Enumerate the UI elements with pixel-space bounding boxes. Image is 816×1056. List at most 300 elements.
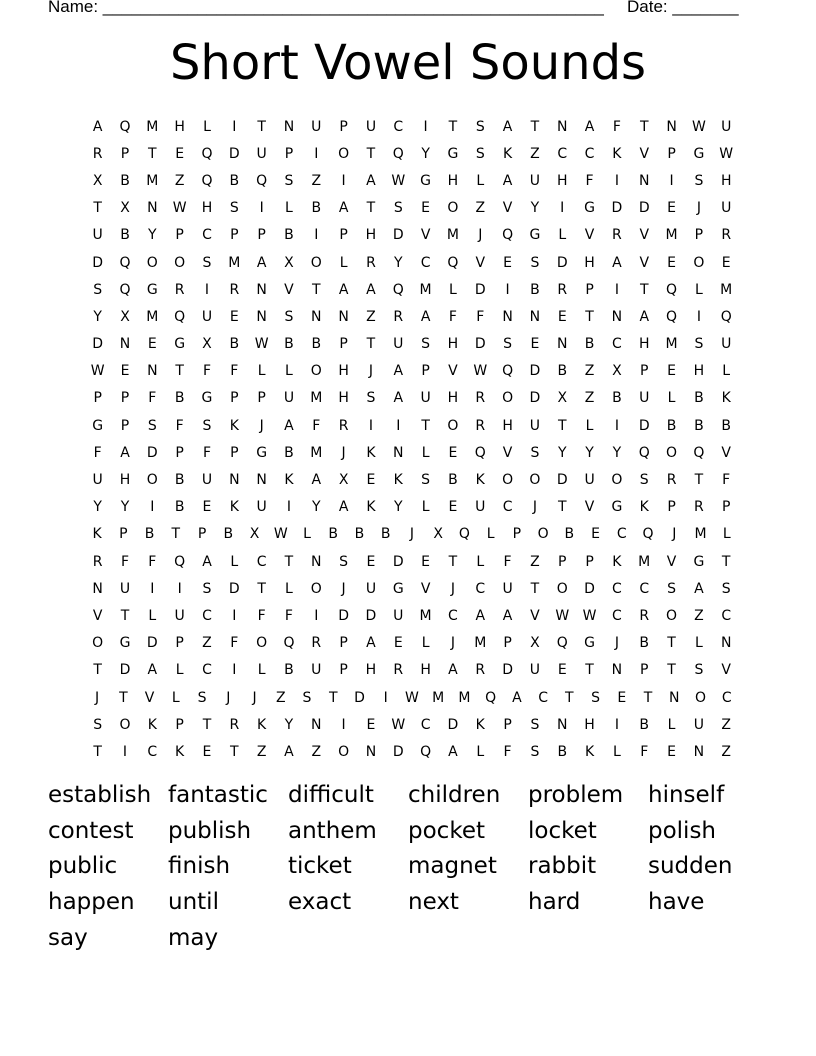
grid-letter: T bbox=[175, 363, 184, 380]
grid-letter: D bbox=[584, 580, 595, 597]
grid-letter: J bbox=[226, 689, 231, 706]
grid-letter: K bbox=[475, 472, 485, 489]
grid-letter: S bbox=[530, 716, 540, 733]
grid-letter: G bbox=[584, 200, 595, 217]
grid-letter: I bbox=[368, 417, 374, 434]
grid-letter: F bbox=[230, 635, 239, 652]
grid-letter: A bbox=[338, 281, 349, 298]
grid-letter: S bbox=[530, 743, 540, 760]
grid-letter: K bbox=[639, 499, 649, 516]
grid-letter: A bbox=[502, 172, 513, 189]
grid-letter: G bbox=[693, 145, 705, 162]
grid-letter: M bbox=[638, 553, 651, 570]
grid-letter: V bbox=[584, 499, 595, 516]
grid-letter: T bbox=[639, 118, 649, 135]
grid-letter: H bbox=[338, 390, 349, 407]
grid-letter: W bbox=[391, 716, 406, 733]
grid-letter: A bbox=[448, 743, 458, 760]
grid-letter: Q bbox=[474, 444, 486, 461]
grid-letter: I bbox=[177, 580, 182, 597]
grid-letter: M bbox=[146, 308, 159, 325]
grid-letter: E bbox=[667, 363, 676, 380]
grid-letter: D bbox=[365, 607, 377, 624]
grid-letter: C bbox=[612, 607, 622, 624]
grid-letter: J bbox=[341, 580, 346, 597]
grid-letter: H bbox=[365, 227, 377, 244]
grid-letter: P bbox=[119, 526, 128, 543]
grid-row bbox=[84, 303, 740, 330]
word-bank-item: establish bbox=[48, 782, 152, 808]
grid-letter: D bbox=[338, 607, 349, 624]
grid-letter: N bbox=[529, 308, 541, 325]
grid-letter: B bbox=[229, 172, 240, 189]
grid-letter: Y bbox=[393, 254, 403, 271]
grid-letter: L bbox=[449, 281, 457, 298]
word-bank-item: sudden bbox=[648, 853, 733, 880]
grid-letter: D bbox=[92, 254, 104, 271]
grid-letter: E bbox=[366, 553, 376, 570]
grid-letter: U bbox=[502, 580, 513, 597]
grid-letter: B bbox=[721, 417, 732, 434]
grid-letter: E bbox=[448, 444, 458, 461]
grid-letter: K bbox=[502, 145, 513, 162]
grid-letter: T bbox=[565, 689, 574, 706]
grid-letter: C bbox=[721, 607, 732, 624]
grid-letter: S bbox=[694, 172, 704, 189]
grid-letter: L bbox=[667, 390, 676, 407]
grid-letter: E bbox=[120, 363, 130, 380]
grid-letter: O bbox=[694, 689, 707, 706]
grid-letter: C bbox=[721, 689, 732, 706]
grid-letter: Z bbox=[366, 308, 376, 325]
grid-letter: N bbox=[365, 743, 377, 760]
grid-letter: R bbox=[694, 499, 704, 516]
grid-letter: U bbox=[639, 390, 650, 407]
grid-letter: F bbox=[476, 308, 485, 325]
grid-letter: N bbox=[393, 444, 404, 461]
grid-letter: Q bbox=[201, 145, 213, 162]
grid-letter: T bbox=[530, 118, 540, 135]
grid-letter: U bbox=[92, 472, 103, 489]
word-bank-item: difficult bbox=[288, 782, 374, 808]
grid-letter: Q bbox=[119, 254, 131, 271]
grid-letter: D bbox=[556, 472, 568, 489]
grid-letter: N bbox=[638, 172, 650, 189]
grid-letter: S bbox=[393, 200, 403, 217]
grid-row bbox=[84, 738, 740, 765]
grid-letter: L bbox=[476, 172, 485, 189]
grid-letter: A bbox=[366, 281, 376, 298]
grid-letter: F bbox=[148, 390, 157, 407]
grid-letter: A bbox=[284, 743, 294, 760]
grid-letter: K bbox=[284, 472, 294, 489]
grid-letter: L bbox=[303, 526, 311, 543]
grid-letter: P bbox=[257, 227, 266, 244]
grid-letter: P bbox=[93, 390, 102, 407]
grid-letter: T bbox=[667, 635, 676, 652]
grid-letter: I bbox=[232, 662, 237, 679]
grid-letter: P bbox=[339, 662, 348, 679]
grid-letter: S bbox=[475, 145, 485, 162]
grid-letter: A bbox=[366, 172, 376, 189]
grid-letter: O bbox=[447, 417, 459, 434]
word-bank-item: rabbit bbox=[528, 853, 597, 880]
grid-letter: N bbox=[557, 716, 568, 733]
grid-letter: O bbox=[146, 254, 158, 271]
grid-letter: L bbox=[257, 662, 266, 679]
grid-letter: U bbox=[311, 662, 322, 679]
grid-letter: P bbox=[640, 662, 649, 679]
grid-letter: D bbox=[447, 716, 459, 733]
grid-letter: H bbox=[638, 336, 650, 353]
grid-letter: X bbox=[120, 308, 130, 325]
grid-letter: N bbox=[229, 472, 240, 489]
grid-letter: J bbox=[341, 444, 346, 461]
grid-letter: N bbox=[283, 118, 295, 135]
grid-letter: G bbox=[256, 444, 268, 461]
grid-letter: K bbox=[257, 716, 267, 733]
grid-letter: U bbox=[393, 336, 404, 353]
grid-row bbox=[84, 657, 740, 684]
grid-letter: P bbox=[120, 390, 130, 407]
grid-letter: P bbox=[667, 499, 676, 516]
grid-letter: Q bbox=[638, 444, 650, 461]
grid-letter: V bbox=[721, 444, 731, 461]
grid-letter: E bbox=[667, 743, 676, 760]
grid-letter: A bbox=[202, 553, 212, 570]
grid-letter: Q bbox=[392, 145, 404, 162]
grid-letter: H bbox=[119, 472, 131, 489]
grid-letter: D bbox=[529, 390, 541, 407]
grid-letter: B bbox=[311, 336, 322, 353]
grid-letter: A bbox=[694, 580, 704, 597]
grid-letter: J bbox=[478, 227, 483, 244]
grid-letter: G bbox=[201, 390, 213, 407]
grid-letter: R bbox=[666, 472, 677, 489]
grid-letter: S bbox=[694, 336, 704, 353]
grid-letter: E bbox=[448, 499, 458, 516]
grid-letter: F bbox=[612, 118, 621, 135]
grid-letter: R bbox=[612, 227, 622, 244]
grid-letter: E bbox=[366, 472, 376, 489]
grid-letter: R bbox=[557, 281, 568, 298]
word-bank-item: contest bbox=[48, 817, 134, 844]
grid-letter: B bbox=[284, 444, 294, 461]
grid-letter: K bbox=[366, 499, 376, 516]
grid-letter: O bbox=[666, 444, 678, 461]
grid-letter: G bbox=[611, 499, 623, 516]
grid-letter: T bbox=[421, 417, 430, 434]
grid-letter: R bbox=[92, 145, 103, 162]
grid-letter: I bbox=[560, 200, 565, 217]
grid-letter: S bbox=[667, 580, 676, 597]
grid-letter: H bbox=[556, 172, 568, 189]
grid-letter: Q bbox=[119, 281, 131, 298]
word-bank-item: may bbox=[168, 924, 219, 951]
grid-letter: S bbox=[366, 390, 376, 407]
grid-letter: Q bbox=[642, 526, 654, 543]
grid-letter: D bbox=[392, 743, 404, 760]
grid-letter: Q bbox=[447, 254, 459, 271]
grid-letter: X bbox=[612, 363, 622, 380]
grid-letter: E bbox=[202, 499, 212, 516]
grid-letter: S bbox=[475, 118, 485, 135]
grid-letter: R bbox=[92, 553, 103, 570]
grid-letter: L bbox=[285, 580, 293, 597]
grid-letter: P bbox=[230, 444, 239, 461]
grid-letter: C bbox=[616, 526, 627, 543]
grid-letter: O bbox=[338, 145, 350, 162]
grid-letter: V bbox=[502, 444, 513, 461]
grid-letter: S bbox=[302, 689, 312, 706]
grid-letter: B bbox=[120, 172, 130, 189]
grid-letter: N bbox=[92, 580, 103, 597]
grid-letter: Q bbox=[720, 308, 732, 325]
grid-letter: T bbox=[171, 526, 181, 543]
grid-letter: W bbox=[405, 689, 419, 706]
grid-letter: Y bbox=[93, 499, 102, 516]
grid-letter: K bbox=[721, 390, 731, 407]
grid-letter: D bbox=[474, 281, 486, 298]
grid-letter: Q bbox=[458, 526, 470, 543]
grid-letter: A bbox=[584, 118, 595, 135]
grid-letter: M bbox=[458, 689, 471, 706]
grid-letter: R bbox=[639, 607, 650, 624]
grid-letter: T bbox=[721, 553, 731, 570]
grid-letter: C bbox=[475, 580, 486, 597]
grid-letter: W bbox=[473, 363, 488, 380]
grid-letter: R bbox=[721, 227, 732, 244]
grid-letter: Z bbox=[584, 363, 595, 380]
grid-letter: T bbox=[643, 689, 653, 706]
date-field: Date: _______ bbox=[627, 0, 739, 16]
grid-letter: N bbox=[256, 308, 267, 325]
grid-letter: G bbox=[92, 417, 104, 434]
grid-letter: L bbox=[476, 743, 485, 760]
grid-letter: W bbox=[391, 172, 406, 189]
grid-letter: Z bbox=[256, 743, 267, 760]
grid-letter: V bbox=[502, 200, 513, 217]
grid-letter: S bbox=[147, 417, 157, 434]
grid-letter: W bbox=[172, 200, 187, 217]
grid-letter: Q bbox=[283, 635, 295, 652]
grid-letter: H bbox=[720, 172, 732, 189]
grid-letter: Z bbox=[694, 607, 704, 624]
grid-letter: S bbox=[197, 689, 207, 706]
grid-letter: B bbox=[284, 662, 294, 679]
grid-letter: Q bbox=[201, 172, 213, 189]
grid-letter: J bbox=[252, 689, 257, 706]
grid-letter: M bbox=[310, 444, 323, 461]
grid-letter: E bbox=[393, 635, 403, 652]
grid-letter: A bbox=[393, 363, 404, 380]
grid-letter: Q bbox=[502, 227, 514, 244]
grid-letter: C bbox=[147, 743, 158, 760]
grid-letter: O bbox=[693, 254, 705, 271]
grid-letter: E bbox=[503, 254, 513, 271]
grid-letter: O bbox=[502, 472, 514, 489]
grid-letter: L bbox=[148, 607, 157, 624]
grid-letter: B bbox=[174, 390, 185, 407]
grid-letter: Z bbox=[530, 145, 540, 162]
grid-letter: Y bbox=[585, 444, 594, 461]
grid-letter: N bbox=[502, 308, 513, 325]
grid-letter: B bbox=[229, 336, 240, 353]
grid-letter: T bbox=[366, 200, 376, 217]
grid-letter: L bbox=[722, 526, 731, 543]
grid-letter: L bbox=[421, 444, 430, 461]
grid-letter: A bbox=[512, 689, 522, 706]
grid-letter: T bbox=[202, 716, 212, 733]
grid-letter: M bbox=[665, 227, 678, 244]
grid-letter: P bbox=[175, 444, 184, 461]
grid-letter: S bbox=[339, 553, 349, 570]
grid-letter: O bbox=[310, 580, 322, 597]
grid-letter: H bbox=[420, 662, 431, 679]
grid-letter: Z bbox=[275, 689, 286, 706]
grid-row bbox=[84, 711, 740, 738]
grid-letter: O bbox=[119, 716, 131, 733]
grid-letter: P bbox=[694, 227, 704, 244]
grid-letter: D bbox=[474, 336, 486, 353]
grid-letter: S bbox=[93, 281, 103, 298]
grid-letter: V bbox=[666, 553, 677, 570]
grid-letter: U bbox=[529, 662, 541, 679]
grid-letter: N bbox=[147, 200, 158, 217]
grid-letter: G bbox=[392, 580, 404, 597]
grid-letter: E bbox=[175, 145, 185, 162]
grid-row bbox=[84, 575, 740, 602]
grid-row bbox=[84, 439, 740, 466]
grid-letter: A bbox=[311, 472, 322, 489]
grid-letter: U bbox=[174, 607, 185, 624]
grid-row bbox=[84, 140, 740, 167]
grid-letter: D bbox=[92, 336, 104, 353]
grid-letter: Y bbox=[148, 227, 157, 244]
word-bank-item: public bbox=[48, 853, 118, 880]
grid-letter: S bbox=[202, 417, 212, 434]
grid-letter: H bbox=[338, 363, 349, 380]
grid-letter: T bbox=[312, 281, 321, 298]
word-bank-item: have bbox=[648, 889, 705, 916]
grid-letter: M bbox=[720, 281, 733, 298]
grid-letter: M bbox=[419, 607, 432, 624]
grid-letter: I bbox=[614, 716, 619, 733]
grid-letter: P bbox=[197, 526, 207, 543]
grid-letter: Q bbox=[666, 281, 678, 298]
grid-letter: R bbox=[393, 662, 404, 679]
grid-letter: G bbox=[529, 227, 541, 244]
grid-letter: D bbox=[146, 444, 158, 461]
grid-letter: I bbox=[314, 227, 319, 244]
grid-row bbox=[84, 385, 740, 412]
grid-letter: V bbox=[530, 607, 540, 624]
word-bank-item: pocket bbox=[408, 817, 485, 844]
grid-letter: M bbox=[310, 390, 323, 407]
grid-letter: V bbox=[284, 281, 294, 298]
grid-letter: C bbox=[256, 553, 267, 570]
grid-letter: R bbox=[229, 281, 240, 298]
grid-letter: Y bbox=[421, 145, 430, 162]
grid-letter: J bbox=[672, 526, 677, 543]
grid-letter: J bbox=[614, 635, 619, 652]
grid-letter: Y bbox=[312, 499, 321, 516]
grid-letter: A bbox=[366, 635, 376, 652]
grid-letter: O bbox=[447, 200, 459, 217]
grid-letter: I bbox=[614, 172, 619, 189]
grid-letter: D bbox=[354, 689, 365, 706]
grid-letter: A bbox=[502, 118, 513, 135]
grid-letter: P bbox=[120, 417, 130, 434]
grid-letter: Z bbox=[530, 553, 540, 570]
grid-letter: V bbox=[639, 227, 650, 244]
grid-letter: L bbox=[230, 553, 239, 570]
grid-letter: L bbox=[558, 227, 567, 244]
grid-letter: I bbox=[383, 689, 388, 706]
grid-letter: U bbox=[365, 118, 377, 135]
grid-letter: P bbox=[120, 145, 130, 162]
grid-letter: I bbox=[122, 743, 128, 760]
grid-letter: J bbox=[450, 635, 455, 652]
word-bank-item: fantastic bbox=[168, 782, 268, 808]
grid-letter: T bbox=[120, 607, 130, 624]
grid-letter: N bbox=[119, 336, 131, 353]
grid-letter: B bbox=[174, 499, 185, 516]
grid-letter: R bbox=[475, 662, 486, 679]
grid-letter: E bbox=[229, 308, 239, 325]
grid-letter: L bbox=[175, 662, 184, 679]
grid-letter: P bbox=[230, 227, 239, 244]
grid-letter: J bbox=[259, 417, 264, 434]
grid-letter: E bbox=[591, 526, 600, 543]
grid-row bbox=[84, 684, 740, 711]
grid-letter: J bbox=[409, 526, 414, 543]
grid-row bbox=[84, 276, 740, 303]
grid-letter: V bbox=[448, 363, 458, 380]
grid-letter: I bbox=[232, 607, 237, 624]
grid-letter: Z bbox=[174, 172, 185, 189]
grid-letter: P bbox=[640, 363, 649, 380]
grid-letter: L bbox=[612, 743, 621, 760]
word-bank-item: polish bbox=[648, 817, 717, 844]
name-field: Name: _____________________________________________________ bbox=[48, 0, 604, 16]
grid-letter: P bbox=[284, 145, 294, 162]
word-bank-item: happen bbox=[48, 889, 135, 916]
grid-letter: E bbox=[617, 689, 627, 706]
grid-letter: Z bbox=[311, 743, 322, 760]
grid-letter: H bbox=[365, 662, 377, 679]
grid-letter: A bbox=[639, 308, 650, 325]
grid-letter: P bbox=[175, 227, 184, 244]
word-bank-item: hinself bbox=[648, 782, 725, 808]
grid-letter: N bbox=[311, 553, 322, 570]
grid-letter: A bbox=[256, 254, 267, 271]
grid-letter: F bbox=[120, 553, 130, 570]
grid-letter: V bbox=[475, 254, 486, 271]
grid-letter: C bbox=[538, 689, 548, 706]
grid-letter: P bbox=[339, 227, 348, 244]
grid-letter: D bbox=[228, 145, 240, 162]
grid-letter: L bbox=[285, 363, 293, 380]
grid-letter: M bbox=[419, 281, 432, 298]
grid-letter: T bbox=[257, 118, 266, 135]
grid-row bbox=[84, 249, 740, 276]
grid-letter: E bbox=[530, 336, 540, 353]
grid-letter: V bbox=[639, 145, 650, 162]
grid-letter: D bbox=[611, 200, 623, 217]
grid-row bbox=[84, 331, 740, 358]
grid-letter: I bbox=[150, 499, 155, 516]
